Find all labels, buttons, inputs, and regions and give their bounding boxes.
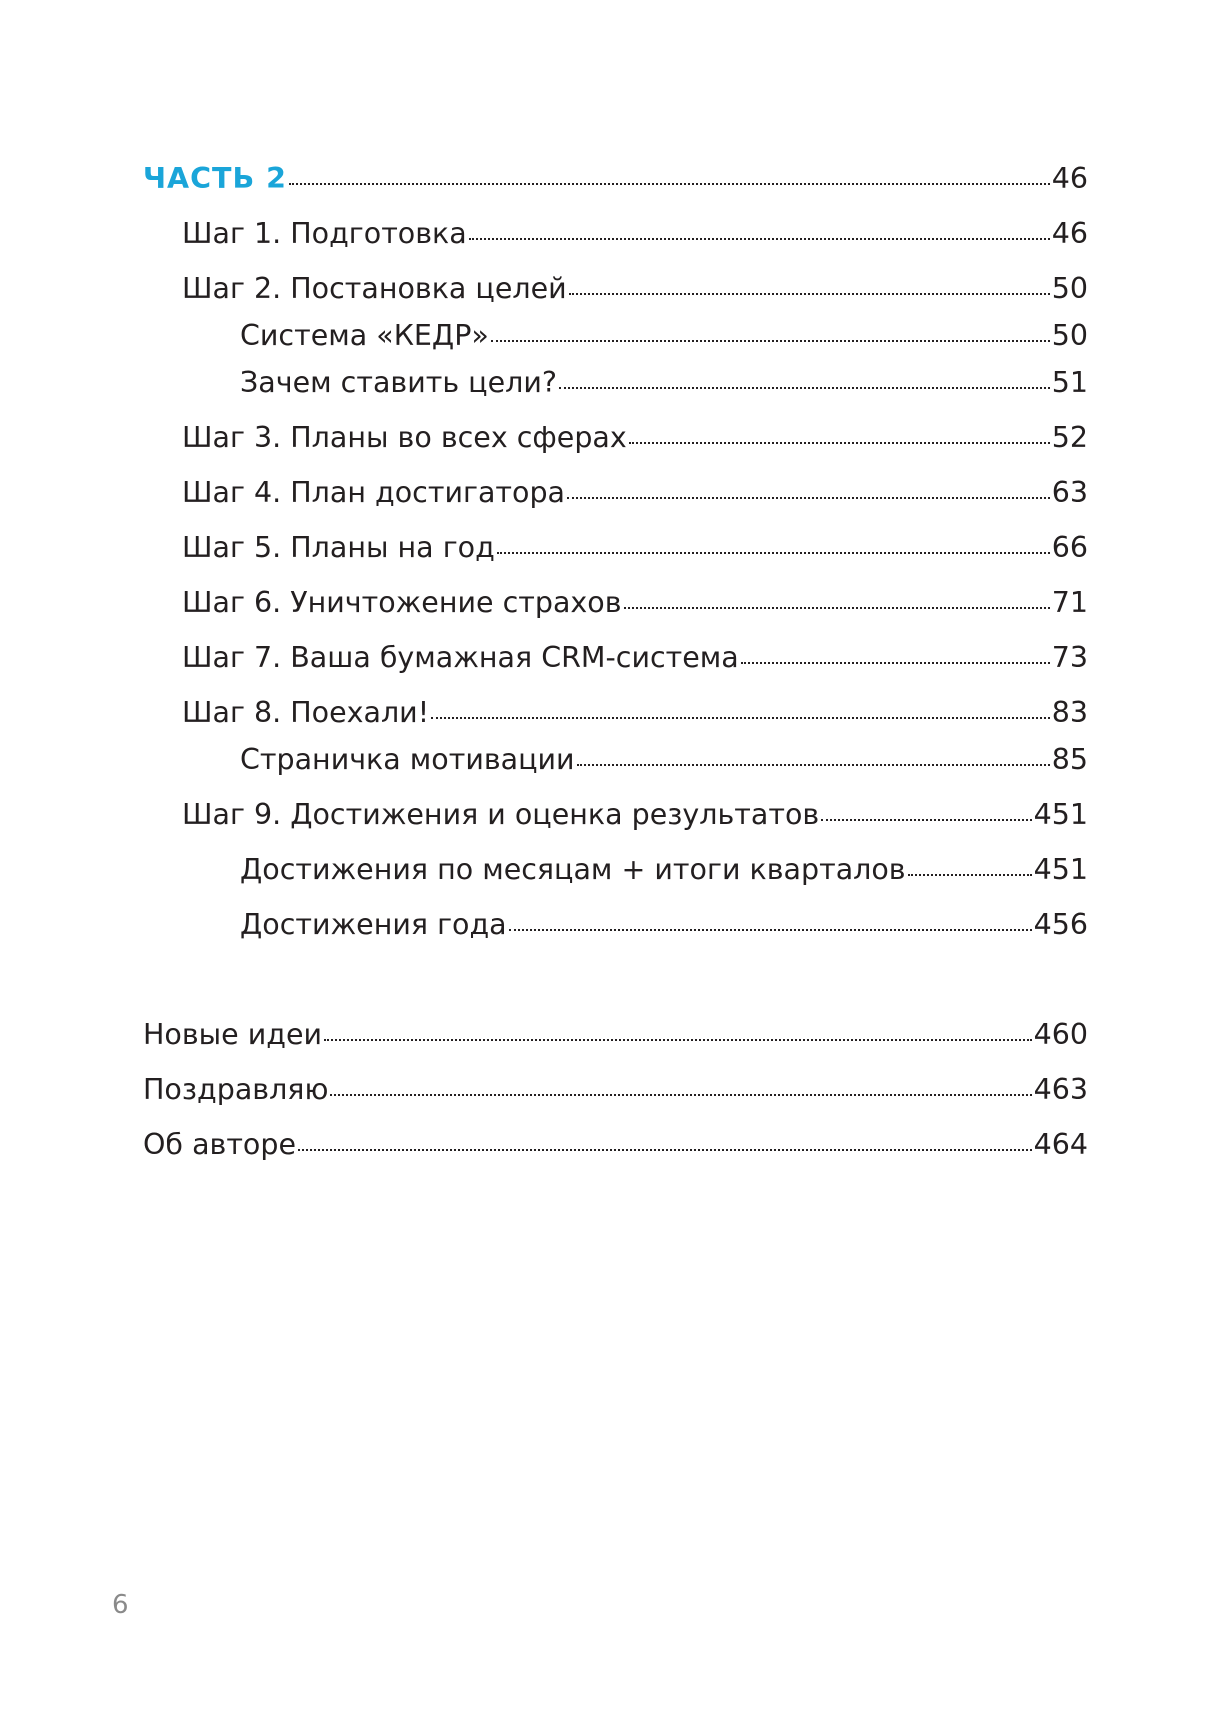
toc-page-ref: 464 xyxy=(1033,1128,1088,1161)
toc-backmatter-entry[interactable] xyxy=(143,1125,1088,1165)
toc-entry[interactable] xyxy=(182,583,1088,623)
page-number: 6 xyxy=(112,1590,129,1620)
toc-entry-label: Шаг 4. План достигатора xyxy=(182,476,565,509)
toc-entry-label: Зачем ставить цели? xyxy=(240,366,557,399)
toc-entry-label: Шаг 7. Ваша бумажная CRM-система xyxy=(182,641,739,674)
toc-page-ref: 451 xyxy=(1033,798,1088,831)
toc-entry-label: Шаг 2. Постановка целей xyxy=(182,272,567,305)
toc-page-ref: 463 xyxy=(1033,1073,1088,1106)
toc-page-ref: 50 xyxy=(1051,319,1088,352)
toc-entry[interactable] xyxy=(182,269,1088,309)
toc-page-ref: 451 xyxy=(1033,853,1088,886)
dot-leader xyxy=(577,762,1050,766)
toc-page-ref: 46 xyxy=(1051,162,1088,195)
toc-entry[interactable] xyxy=(182,693,1088,733)
dot-leader xyxy=(509,927,1032,931)
toc-entry[interactable] xyxy=(182,638,1088,678)
toc-entry-label: Шаг 1. Подготовка xyxy=(182,217,467,250)
dot-leader xyxy=(567,495,1050,499)
toc-page-ref: 71 xyxy=(1051,586,1088,619)
toc-page-ref: 460 xyxy=(1033,1018,1088,1051)
toc-entry-label: Достижения года xyxy=(240,908,507,941)
dot-leader xyxy=(569,291,1050,295)
toc-part-heading[interactable] xyxy=(143,159,1088,199)
toc-page-ref: 63 xyxy=(1051,476,1088,509)
dot-leader xyxy=(497,550,1050,554)
toc-page-ref: 66 xyxy=(1051,531,1088,564)
toc-page-ref: 52 xyxy=(1051,421,1088,454)
dot-leader xyxy=(821,817,1031,821)
dot-leader xyxy=(908,872,1032,876)
dot-leader xyxy=(324,1037,1032,1041)
toc-entry-label: Об авторе xyxy=(143,1128,296,1161)
dot-leader xyxy=(431,715,1050,719)
toc-part-label: ЧАСТЬ 2 xyxy=(143,162,287,195)
toc-subentry[interactable] xyxy=(240,850,1088,890)
toc-entry[interactable] xyxy=(182,528,1088,568)
toc-entry-label: Шаг 9. Достижения и оценка результатов xyxy=(182,798,820,831)
toc-page-ref: 50 xyxy=(1051,272,1088,305)
toc-backmatter-entry[interactable] xyxy=(143,1015,1088,1055)
toc-page-ref: 456 xyxy=(1033,908,1088,941)
toc-entry-label: Шаг 3. Планы во всех сферах xyxy=(182,421,627,454)
dot-leader xyxy=(469,236,1050,240)
dot-leader xyxy=(629,440,1050,444)
toc-backmatter-entry[interactable] xyxy=(143,1070,1088,1110)
toc-page-ref: 73 xyxy=(1051,641,1088,674)
dot-leader xyxy=(741,660,1050,664)
toc-entry-label: Система «КЕДР» xyxy=(240,319,489,352)
toc-subentry[interactable] xyxy=(240,316,1088,356)
toc-entry[interactable] xyxy=(182,473,1088,513)
toc-subentry[interactable] xyxy=(240,740,1088,780)
toc-entry[interactable] xyxy=(182,214,1088,254)
toc-page-ref: 85 xyxy=(1051,743,1088,776)
toc-page-ref: 51 xyxy=(1051,366,1088,399)
toc-entry[interactable] xyxy=(182,795,1088,835)
toc-subentry[interactable] xyxy=(240,905,1088,945)
dot-leader xyxy=(289,181,1050,185)
toc-entry-label: Шаг 8. Поехали! xyxy=(182,696,430,729)
dot-leader xyxy=(491,338,1050,342)
toc-entry-label: Достижения по месяцам + итоги кварталов xyxy=(240,853,906,886)
dot-leader xyxy=(559,385,1050,389)
toc-page-ref: 83 xyxy=(1051,696,1088,729)
toc-subentry[interactable] xyxy=(240,363,1088,403)
toc-entry-label: Поздравляю xyxy=(143,1073,329,1106)
toc-entry[interactable] xyxy=(182,418,1088,458)
dot-leader xyxy=(330,1092,1031,1096)
toc-page-ref: 46 xyxy=(1051,217,1088,250)
toc-entry-label: Новые идеи xyxy=(143,1018,323,1051)
dot-leader xyxy=(298,1147,1032,1151)
toc-entry-label: Шаг 6. Уничтожение страхов xyxy=(182,586,622,619)
dot-leader xyxy=(624,605,1050,609)
toc-entry-label: Страничка мотивации xyxy=(240,743,575,776)
toc-entry-label: Шаг 5. Планы на год xyxy=(182,531,495,564)
